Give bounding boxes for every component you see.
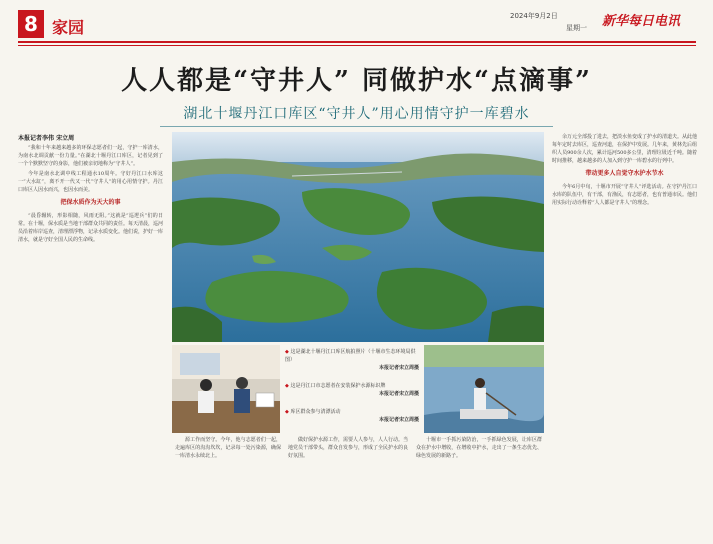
article-bottom-column-2	[288, 436, 408, 534]
article-paragraph: “晨昏辗转，形影相随，风雨无阻。”这就是“巡逻兵”们的日常。在十堰，保水质是当地干部群众共同的责任。每天清晨，巡河员沿着库岸巡查，清理漂浮物，记录水质变化。他们说，护好一库清水，就是守好全国人民的生命线。	[18, 213, 163, 243]
caption-item	[285, 408, 419, 424]
masthead-rule-thin	[18, 45, 696, 46]
issue-weekday: 星期一	[566, 24, 587, 32]
photo-captions	[285, 348, 419, 434]
page-number: 8	[18, 10, 44, 38]
section-subheading: 把保水质作为天大的事	[60, 199, 121, 206]
article-paragraph: 今年是南水北调中线工程通水10周年。守好丹江口水库这一“大水缸”，离不开一代又一代“守井人”的用心用情守护。丹江口库区人因水而兴，也因水而美。	[18, 171, 163, 193]
caption-bullet-icon: ◆	[285, 349, 289, 355]
river-cleanup-photo	[424, 345, 544, 433]
reservoir-aerial-photo	[172, 132, 544, 342]
caption-item	[285, 382, 419, 398]
caption-credit: 本报记者宋立周摄	[378, 417, 419, 423]
caption-text: 这是湖北十堰丹江口库区航拍照片（十堰市生态环境局供图）	[285, 349, 416, 363]
article-byline: 本报记者李伟 宋立周	[18, 135, 75, 142]
article-paragraph: 余万元全部投了进去，把淡水鱼变成了护水的清道夫。从此他每年定时去库区，巡查河道，在保护中发展。几年来，黄林先后组织人员900余人次，累计巡河500多公里，清理垃圾近千吨。随着时间推移，越来越多的人加入到守护一库碧水的行列中。	[552, 134, 697, 164]
section-name: 家园	[52, 18, 85, 37]
article-bottom-column-1	[175, 436, 281, 534]
issue-date: 2024年9月2日	[510, 12, 558, 20]
article-paragraph: 今年6月中旬，十堰市开展“守井人”评选活动。在守护丹江口水库的队伍中，有干部，有渔民，有志愿者，也有普通市民。他们用实际行动诠释着“人人都是守井人”的理念。	[552, 184, 697, 206]
caption-credit: 本报记者宋立周摄	[378, 391, 419, 397]
caption-bullet-icon: ◆	[285, 409, 289, 415]
caption-item	[285, 348, 419, 372]
article-bottom-column-3	[416, 436, 542, 534]
caption-text: 库区群众参与清漂活动	[290, 409, 341, 415]
caption-text: 这是丹江口市志愿者在安装保护水源标识牌	[290, 383, 386, 389]
page-subheadline: 湖北十堰丹江口库区“守井人”用心用情守护一库碧水	[183, 106, 530, 122]
subhead-divider	[160, 126, 553, 127]
page-headline: 人人都是“守井人” 同做护水“点滴事”	[121, 66, 592, 96]
article-left-column	[18, 144, 163, 532]
newspaper-logo: 新华每日电讯	[602, 14, 681, 29]
masthead-rule	[18, 41, 696, 43]
caption-bullet-icon: ◆	[285, 383, 289, 389]
caption-credit: 本报记者宋立周摄	[378, 365, 419, 371]
article-paragraph: 十堰市一手抓污染防治，一手抓绿色发展，让库区群众在护水中增收，在增收中护水，走出了一条生态优先、绿色发展的新路子。	[416, 437, 542, 459]
volunteers-photo	[172, 345, 280, 433]
article-paragraph: 做好保护水源工作，需要人人参与，人人行动。当地党员干部带头，群众自发参与，形成了全民护水的良好氛围。	[288, 437, 408, 459]
article-paragraph: 源工作而坚守。今年，他与志愿者们一起，走遍库区的沟沟坎坎，记录每一处污染源，确保一库清水永续北上。	[175, 437, 281, 459]
section-subheading: 带动更多人自觉守水护水节水	[585, 170, 664, 177]
article-paragraph: “我和十年来越来越多的环保志愿者们一起，守护一库清水，为南水北调贡献一份力量。”在湖北十堰丹江口库区，记者见到了一个个默默坚守的身影，他们被亲切地称为“守井人”。	[18, 145, 163, 167]
article-right-column	[552, 133, 697, 533]
